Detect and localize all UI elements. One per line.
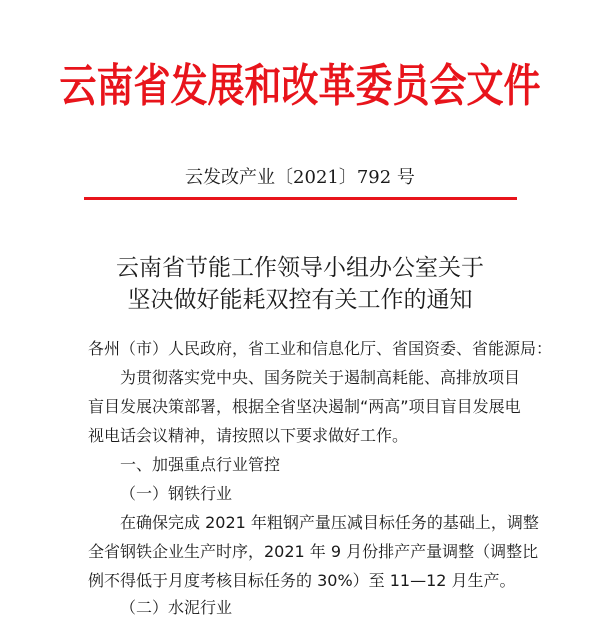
- addressee-line: 各州（市）人民政府，省工业和信息化厅、省国资委、省能源局：: [88, 339, 553, 358]
- paragraph-1-line-1: 在确保完成 2021 年粗钢产量压减目标任务的基础上，调整: [120, 513, 539, 532]
- section-1-heading: 一、加强重点行业管控: [120, 455, 281, 474]
- notice-title-line-2: 坚决做好能耗双控有关工作的通知: [127, 287, 473, 313]
- intro-line-1: 为贯彻落实党中央、国务院关于遏制高耗能、高排放项目: [120, 368, 521, 387]
- notice-title-line-1: 云南省节能工作领导小组办公室关于: [116, 255, 484, 281]
- red-divider-line: [84, 197, 517, 200]
- document-number: 云发改产业〔2021〕792 号: [185, 167, 415, 188]
- subsection-2-heading: （二）水泥行业: [120, 598, 233, 617]
- paragraph-1-line-2: 全省钢铁企业生产时序，2021 年 9 月份排产产量调整（调整比: [88, 542, 539, 561]
- paragraph-1-line-3: 例不得低于月度考核目标任务的 30%）至 11—12 月生产。: [88, 571, 516, 590]
- issuer-title: 云南省发展和改革委员会文件: [59, 58, 541, 112]
- subsection-1-heading: （一）钢铁行业: [120, 484, 233, 503]
- intro-line-3: 视电话会议精神，请按照以下要求做好工作。: [88, 426, 409, 445]
- intro-line-2: 盲目发展决策部署，根据全省坚决遏制“两高”项目盲目发展电: [88, 397, 521, 416]
